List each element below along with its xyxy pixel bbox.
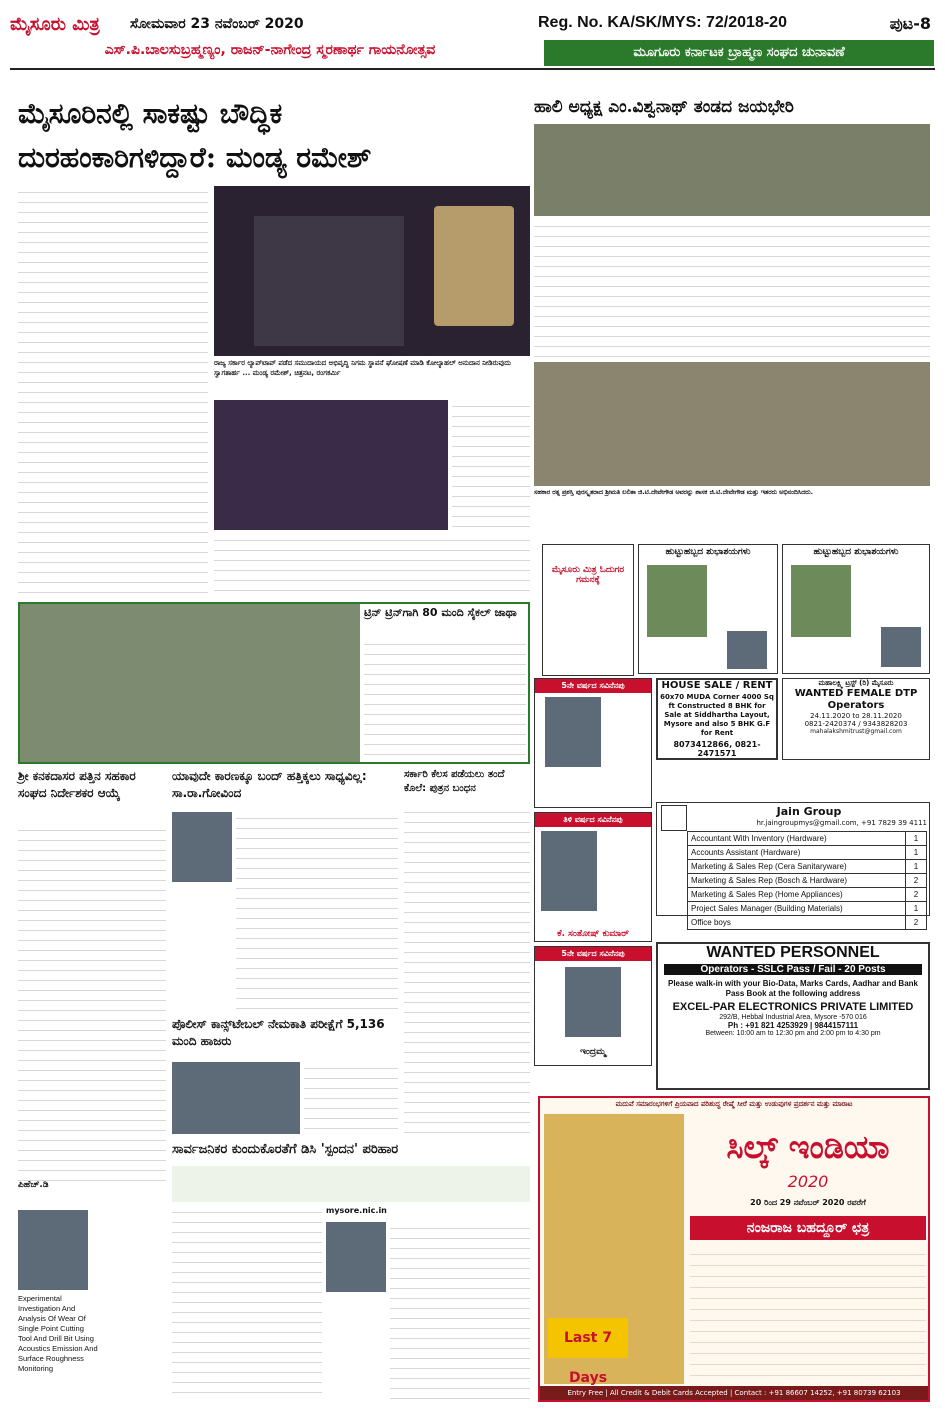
- jain-vacancy-row: [688, 874, 927, 888]
- sarkari-text: [404, 806, 530, 1134]
- jain-vacancy-row: [688, 846, 927, 860]
- police-text: [304, 1062, 398, 1134]
- newspaper-logo: ಮೈಸೂರು ಮಿತ್ರ: [10, 14, 100, 35]
- jain-vacancy-row: [688, 832, 927, 846]
- birthday-title-1: ಹುಟ್ಟುಹಬ್ಬದ ಶುಭಾಶಯಗಳು: [665, 547, 751, 557]
- lead-body-text-3: [214, 534, 530, 598]
- dtp-wanted: WANTED FEMALE DTP Operators: [794, 688, 918, 711]
- jain-logo-icon: [661, 805, 687, 831]
- jain-count: 2: [906, 888, 927, 902]
- wanted-title: WANTED PERSONNEL: [706, 944, 880, 961]
- wanted-phone: Ph : +91 821 4253929 | 9844157111: [727, 1021, 859, 1030]
- obit-photo-2: [565, 967, 621, 1037]
- silk-venue: ನಂಜರಾಜ ಬಹದ್ದೂರ್ ಛತ್ರ: [690, 1216, 926, 1240]
- obit-ad-1: [534, 812, 652, 942]
- bandh-text: [236, 812, 398, 1012]
- jain-vacancy-row: [688, 888, 927, 902]
- cycle-rally-text: [364, 638, 526, 758]
- dtp-trust: ಮಹಾಲಕ್ಷ್ಮಿ ಟ್ರಸ್ಟ್ (ರಿ) ಮೈಸೂರು: [818, 679, 894, 687]
- nudi-title: ಮೈಸೂರು ಮಿತ್ರ ಓದುಗರ ಗಮನಕ್ಕೆ: [551, 565, 625, 585]
- phd-heading: ಪಿಹೆಚ್.ಡಿ: [18, 1180, 49, 1190]
- cycle-rally-photo: [20, 604, 360, 762]
- obit-ad-2: [534, 946, 652, 1066]
- jain-group-ad: [656, 802, 930, 927]
- remembrance-photo-1: [545, 697, 601, 767]
- house-sale-title: HOUSE SALE / RENT: [661, 680, 773, 691]
- nudi-notice: [542, 544, 634, 676]
- lead-photo-stage: [214, 186, 530, 356]
- people-group: [254, 216, 404, 346]
- jain-role: Marketing & Sales Rep (Home Appliances): [688, 888, 906, 902]
- right-lead-headline: ಹಾಲಿ ಅಧ್ಯಕ್ಷ ಎಂ.ವಿಶ್ವನಾಥ್ ತಂಡದ ಜಯಭೇರಿ: [534, 97, 794, 117]
- silk-footer: Entry Free | All Credit & Debit Cards Accepted | Contact : +91 86607 14252, +91 80739 62103: [540, 1386, 928, 1400]
- bandh-photo: [172, 812, 232, 882]
- sahakara-headline: ಶ್ರೀ ಕನಕದಾಸರ ಪತ್ತಿನ ಸಹಕಾರ ಸಂಘದ ನಿರ್ದೇಶಕರ ಆಯ್ಕೆ: [18, 769, 136, 800]
- jain-role: Accounts Assistant (Hardware): [688, 846, 906, 860]
- cycle-rally-box: [18, 602, 530, 764]
- jain-vacancy-row: [688, 916, 927, 930]
- lead-headline-2: ದುರಹಂಕಾರಿಗಳಿದ್ದಾರೆ: ಮಂಡ್ಯ ರಮೇಶ್: [18, 141, 372, 174]
- phd-thesis: Experimental Investigation And Analysis Of Wear Of Single Point Cutting Tool And Drill Bit Using Acoustics Emission And Surface Roughness Monitoring: [18, 1294, 98, 1373]
- page-number: ಪುಟ-8: [889, 14, 931, 33]
- jain-title: Jain Group: [776, 805, 842, 818]
- sahakara-text: [18, 824, 166, 1184]
- silk-title: ಸಿಲ್ಕ್ ಇಂಡಿಯಾ: [726, 1128, 890, 1166]
- house-sale-phone: 8073412866, 0821-2471571: [673, 740, 761, 758]
- jain-role: Marketing & Sales Rep (Bosch & Hardware): [688, 874, 906, 888]
- jain-count: 2: [906, 874, 927, 888]
- jain-count: 1: [906, 832, 927, 846]
- silk-top: ಮದುವೆ ಸಮಾರಂಭಗಳಿಗೆ ಪ್ರಿಯವಾದ ಪರಿಶುದ್ಧ ರೇಷ್ಮೆ ಸೀರೆ ಮತ್ತು ಉಡುಪುಗಳ ಪ್ರದರ್ಶನ ಮತ್ತು ಮಾರಾಟ: [615, 1100, 853, 1108]
- silk-year: 2020: [787, 1172, 829, 1191]
- silk-last-days: Last 7 Days: [548, 1318, 628, 1358]
- birthday-photo-1: [647, 565, 707, 637]
- registration-number: Reg. No. KA/SK/MYS: 72/2018-20: [538, 14, 787, 31]
- dtp-dates: 24.11.2020 to 28.11.2020: [810, 712, 902, 720]
- birthday-ad-2: [782, 544, 930, 674]
- dtp-phone: 0821-2420374 / 9343828203: [804, 720, 908, 728]
- house-sale-body: 60x70 MUDA Corner 4000 Sq ft Constructed 8 BHK for Sale at Siddhartha Layout, Mysore and also 5 BHK G.F for Rent: [660, 693, 774, 737]
- wanted-time: Between: 10:00 am to 12:30 pm and 2:00 pm to 4:30 pm: [705, 1030, 881, 1037]
- lead-quote: ರಾಜ್ಯ ಸರ್ಕಾರ ಲ್ಯಾಪ್‌ಟಾಪ್ ಪಡೆದ ಸಮುದಾಯದ ಅಭಿವೃದ್ಧಿ ನಿಗಮ ಸ್ಥಾಪನೆ ಘೋಷಣೆ ಮಾಡಿ ಕೋಲ್ಯಾಹಲ್ ಅನುದಾನ ನೀಡಿರುವುದು ಸ್ವಾಗತಾರ್ಹ ... ಮಂಡ್ಯ ರಮೇಶ್, ಚಿತ್ರನಟ, ರಂಗಕರ್ಮಿ: [214, 359, 511, 377]
- birthday-photo-2b: [881, 627, 921, 667]
- wanted-body: Please walk-in with your Bio-Data, Marks Cards, Aadhar and Bank Pass Book at the following address: [668, 979, 918, 998]
- jain-vacancy-table: [687, 831, 927, 930]
- birthday-photo-2: [791, 565, 851, 637]
- election-winners-photo: [534, 124, 930, 216]
- bandh-headline: ಯಾವುದೇ ಕಾರಣಕ್ಕೂ ಬಂದ್ ಹತ್ತಿಕ್ಕಲು ಸಾಧ್ಯವಿಲ್ಲ: ಸಾ.ರಾ.ಗೋವಿಂದ: [172, 769, 367, 800]
- remembrance-ad-1: [534, 678, 652, 808]
- wanted-personnel-ad: [656, 942, 930, 1090]
- police-headline: ಪೊಲೀಸ್ ಕಾನ್ಸ್‌ಟೇಬಲ್ ನೇಮಕಾತಿ ಪರೀಕ್ಷೆಗೆ 5,136 ಮಂದಿ ಹಾಜರು: [172, 1017, 385, 1048]
- remembrance-title-2: 5ನೇ ವರ್ಷದ ಸವಿನೆನಪು: [535, 947, 651, 961]
- phd-photo: [18, 1210, 88, 1290]
- wanted-company: EXCEL-PAR ELECTRONICS PRIVATE LIMITED: [672, 1001, 914, 1013]
- birthday-photo-1b: [727, 631, 767, 669]
- portrait-frame: [434, 206, 514, 326]
- spandana-headline: ಸಾರ್ವಜನಿಕರ ಕುಂದುಕೊರತೆಗೆ ಡಿಸಿ 'ಸ್ಪಂದನ' ಪರಿಹಾರ: [172, 1142, 399, 1157]
- spandana-website: mysore.nic.in: [326, 1206, 387, 1215]
- singers-photo: [214, 400, 448, 530]
- obit-photo-1: [541, 831, 597, 911]
- spandana-photo: [326, 1222, 386, 1292]
- jain-role: Marketing & Sales Rep (Cera Sanitaryware): [688, 860, 906, 874]
- lead-body-text-2: [452, 400, 530, 530]
- right-kicker: ಮೂಗೂರು ಕರ್ನಾಟಕ ಬ್ರಾಹ್ಮಣ ಸಂಘದ ಚುನಾವಣೆ: [544, 40, 934, 66]
- sarkari-headline: ಸರ್ಕಾರಿ ಕೆಲಸ ಪಡೆಯಲು ತಂದೆ ಕೊಲೆ: ಪುತ್ರನ ಬಂಧನ: [404, 769, 505, 794]
- remembrance-title-3: ತಿಳಿ ವರ್ಷದ ಸವಿನೆನಪು: [535, 813, 651, 827]
- jain-role: Office boys: [688, 916, 906, 930]
- jain-role: Accountant With Inventory (Hardware): [688, 832, 906, 846]
- spandana-text: [172, 1206, 322, 1402]
- house-sale-ad: [656, 678, 778, 760]
- wanted-sub: Operators - SSLC Pass / Fail - 20 Posts: [664, 964, 922, 975]
- jain-count: 2: [906, 916, 927, 930]
- spandana-text-2: [390, 1222, 530, 1402]
- jain-count: 1: [906, 860, 927, 874]
- jain-count: 1: [906, 846, 927, 860]
- dtp-ad: [782, 678, 930, 760]
- obit-name-1: ಕೆ. ಸಂತೋಷ್ ಕುಮಾರ್: [557, 929, 629, 939]
- lead-kicker: ಎಸ್.ಪಿ.ಬಾಲಸುಬ್ರಹ್ಮಣ್ಯಂ, ರಾಜನ್-ನಾಗೇಂದ್ರ ಸ್ಮರಣಾರ್ಥ ಗಾಯನೋತ್ಸವ: [104, 42, 436, 58]
- spandana-bullets: [172, 1166, 530, 1202]
- silk-product-list: [690, 1248, 926, 1378]
- election-body-text: [534, 220, 930, 360]
- jain-contact: hr.jaingroupmys@gmail.com, +91 7829 39 4111: [756, 819, 927, 827]
- award-caption: ಸಹಕಾರ ರತ್ನ ಪ್ರಶಸ್ತಿ ಪುರಸ್ಕೃತರಾದ ಶ್ರೀಮತಿ ಲಲಿತಾ ಜಿ.ಟಿ.ದೇವೇಗೌಡ ಅವರನ್ನು ಶಾಸಕ ಜಿ.ಟಿ.ದೇವೇಗೌಡ ಮತ್ತು ಇತರರು ಅಭಿನಂದಿಸಿದರು.: [534, 489, 813, 496]
- police-photo: [172, 1062, 300, 1134]
- cycle-rally-headline: ಟ್ರಿನ್ ಟ್ರಿನ್‌ಗಾಗಿ 80 ಮಂದಿ ಸೈಕಲ್ ಜಾಥಾ: [364, 606, 517, 619]
- remembrance-title-1: 5ನೇ ವರ್ಷದ ಸವಿನೆನಪು: [535, 679, 651, 693]
- masthead: [10, 8, 935, 70]
- lead-body-text: [18, 186, 208, 596]
- award-photo: [534, 362, 930, 486]
- jain-vacancy-row: [688, 902, 927, 916]
- silk-dates: 20 ರಿಂದ 29 ನವೆಂಬರ್ 2020 ರವರೆಗೆ: [750, 1198, 866, 1207]
- obit-name-2: ಇಂದ್ರಮ್ಮ: [580, 1047, 606, 1057]
- dtp-email: mahalakshmitrust@gmail.com: [810, 728, 902, 735]
- wanted-address: 292/B, Hebbal Industrial Area, Mysore -570 016: [719, 1014, 867, 1021]
- jain-vacancy-row: [688, 860, 927, 874]
- issue-date: ಸೋಮವಾರ 23 ನವೆಂಬರ್ 2020: [130, 16, 304, 32]
- birthday-title-2: ಹುಟ್ಟುಹಬ್ಬದ ಶುಭಾಶಯಗಳು: [813, 547, 899, 557]
- jain-count: 1: [906, 902, 927, 916]
- silk-india-ad: [538, 1096, 930, 1402]
- birthday-ad-1: [638, 544, 778, 674]
- jain-role: Project Sales Manager (Building Materials): [688, 902, 906, 916]
- lead-headline-1: ಮೈಸೂರಿನಲ್ಲಿ ಸಾಕಷ್ಟು ಬೌದ್ಧಿಕ: [18, 97, 283, 130]
